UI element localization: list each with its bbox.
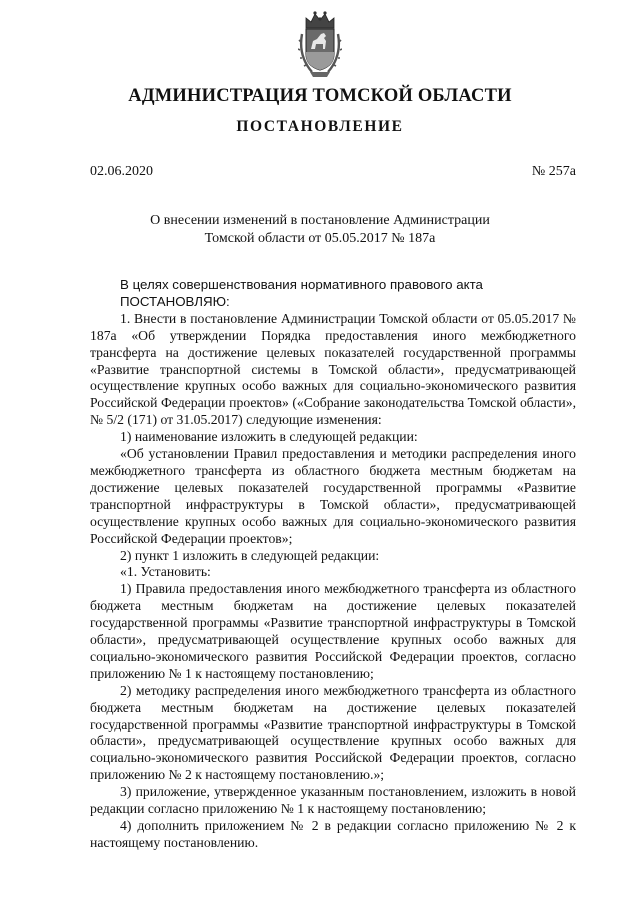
organization-title: АДМИНИСТРАЦИЯ ТОМСКОЙ ОБЛАСТИ [128, 86, 512, 106]
body-paragraph: 2) пункт 1 изложить в следующей редакции: [120, 547, 380, 563]
tomsk-coat-of-arms-icon [298, 8, 342, 80]
document-date: 02.06.2020 [90, 164, 153, 179]
preamble-paragraph: В целях совершенствования нормативного правового акта [120, 277, 483, 292]
resolution-keyword: ПОСТАНОВЛЯЮ: [120, 293, 230, 309]
body-paragraph: 3) приложение, утвержденное указанным постановлением, изложить в новой редакции согласно приложению № 1 к настоящему постановлению; [90, 784, 576, 817]
body-paragraph: 1) Правила предоставления иного межбюджетного трансферта из областного бюджета местным бюджетам на достижение целевых показателей государственной программы «Развитие транспортной инфраструктуры в Томской области», предусматривающей осуществление крупных особо важных для социально-экономического развития Российской Федерации проектов, согласно приложению № 1 к настоящему постановлению; [90, 581, 576, 681]
body-paragraph: 4) дополнить приложением № 2 в редакции согласно приложению № 2 к настоящему постановлению. [90, 818, 576, 850]
body-paragraph: «1. Установить: [120, 564, 211, 580]
body-paragraph: 2) методику распределения иного межбюджетного трансферта из областного бюджета местным бюджетам на достижение целевых показателей государственной программы «Развитие транспортной инфраструктуры в Томской области», предусматривающей осуществление крупных особо важных для социально-экономического развития Российской Федерации проектов, согласно приложению № 2 к настоящему постановлению.»; [90, 682, 576, 783]
body-paragraph: 1) наименование изложить в следующей редакции: [120, 429, 418, 445]
subject-line-2: Томской области от 05.05.2017 № 187а [204, 230, 436, 246]
body-paragraph: «Об установлении Правил предоставления и методики распределения иного межбюджетного трансферта из областного бюджета местным бюджетам на достижение целевых показателей государственной программы «Развитие транспортной инфраструктуры в Томской области», предусматривающей осуществление крупных особо важных для социально-экономического развития Российской Федерации проектов»; [90, 446, 576, 546]
document-body [90, 277, 576, 852]
body-paragraph: 1. Внести в постановление Администрации Томской области от 05.05.2017 № 187а «Об утверждении Порядка предоставления иного межбюджетного трансферта на достижение целевых показателей государственной программы «Развитие транспортной системы в Томской области», предусматривающей осуществление крупных особо важных для социально-экономического развития Российской Федерации проектов» («Собрание законодательства Томской области», № 5/2 (171) от 31.05.2017) следующие изменения: [90, 310, 576, 428]
document-type-title: ПОСТАНОВЛЕНИЕ [236, 118, 404, 135]
document-subject [120, 212, 520, 247]
document-number: № 257а [531, 164, 576, 179]
subject-line-1: О внесении изменений в постановление Администрации [150, 213, 490, 228]
